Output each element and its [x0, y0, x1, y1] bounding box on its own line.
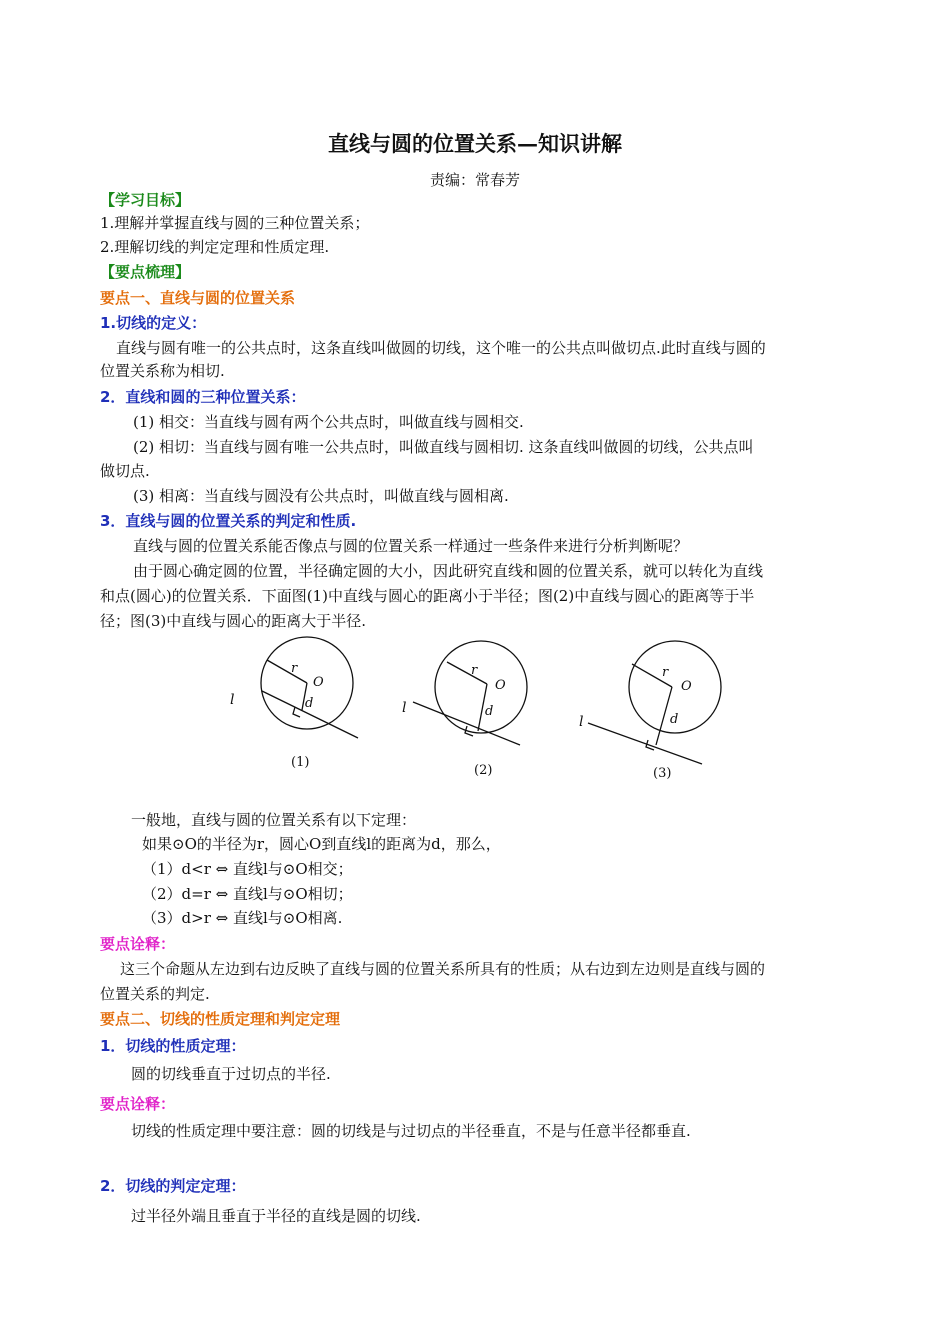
judgement-theorem-text: 过半径外端且垂直于半径的直线是圆的切线. — [131, 1207, 421, 1225]
note-1-text: 这三个命题从左边到右边反映了直线与圆的位置关系所具有的性质；从右边到左边则是直线与圆的 — [120, 960, 766, 978]
caption-3: (3) — [653, 766, 672, 781]
theorem-3: （3）d>r ⇔ 直线l与⊙O相离. — [142, 909, 343, 927]
label-d: d — [305, 696, 314, 711]
goal-2: 2.理解切线的判定定理和性质定理. — [100, 238, 330, 256]
relation-tangent-cont: 做切点. — [100, 462, 150, 480]
theorem-1: （1）d<r ⇔ 直线l与⊙O相交； — [142, 860, 353, 878]
theorem-2: （2）d=r ⇔ 直线l与⊙O相切； — [142, 885, 353, 903]
property-theorem-text: 圆的切线垂直于过切点的半径. — [131, 1065, 331, 1083]
caption-2: (2) — [474, 763, 493, 778]
label-o: O — [313, 675, 324, 690]
label-r: r — [662, 665, 669, 680]
caption-1: (1) — [291, 755, 310, 770]
figure-2-tangent — [402, 641, 527, 778]
tangent-definition-text: 直线与圆有唯一的公共点时，这条直线叫做圆的切线，这个唯一的公共点叫做切点.此时直线与圆的 — [116, 339, 766, 357]
theorem-condition: 如果⊙O的半径为r，圆心O到直线l的距离为d，那么， — [142, 835, 501, 853]
note-2-text: 切线的性质定理中要注意：圆的切线是与过切点的半径垂直，不是与任意半径都垂直. — [131, 1122, 691, 1140]
radius-r — [267, 660, 307, 683]
label-l: l — [402, 700, 407, 716]
label-d: d — [485, 704, 494, 719]
label-o: O — [495, 678, 506, 693]
judgement-title: 3．直线与圆的位置关系的判定和性质. — [100, 512, 357, 530]
line-l — [413, 702, 520, 745]
note-2-title: 要点诠释： — [100, 1095, 176, 1113]
tangent-definition-text-cont: 位置关系称为相切. — [100, 362, 225, 380]
label-l: l — [579, 714, 584, 730]
page-title: 直线与圆的位置关系—知识讲解 — [328, 131, 622, 156]
relation-intersect: (1) 相交：当直线与圆有两个公共点时，叫做直线与圆相交. — [133, 413, 524, 431]
label-d: d — [670, 712, 679, 727]
judgement-text-1: 由于圆心确定圆的位置，半径确定圆的大小，因此研究直线和圆的位置关系，就可以转化为直线 — [133, 562, 764, 580]
point-2-title: 要点二、切线的性质定理和判定定理 — [100, 1010, 341, 1028]
circle-line-figures — [215, 632, 725, 787]
author-line: 责编：常春芳 — [429, 171, 520, 189]
figure-1-intersect — [230, 637, 358, 770]
judgement-question: 直线与圆的位置关系能否像点与圆的位置关系一样通过一些条件来进行分析判断呢？ — [133, 537, 689, 555]
line-l — [588, 723, 702, 764]
label-o: O — [681, 679, 692, 694]
figure-3-separate — [579, 641, 721, 781]
note-1-title: 要点诠释： — [100, 935, 176, 953]
property-theorem-title: 1．切线的性质定理： — [100, 1037, 246, 1055]
judgement-text-3: 径；图(3)中直线与圆心的距离大于半径. — [100, 612, 367, 630]
label-l: l — [230, 692, 235, 708]
tangent-definition-title: 1.切线的定义： — [100, 314, 207, 332]
radius-r — [447, 662, 487, 684]
judgement-text-2: 和点(圆心)的位置关系．下面图(1)中直线与圆心的距离小于半径；图(2)中直线与圆心的距离等于半 — [100, 587, 755, 605]
three-relations-title: 2．直线和圆的三种位置关系： — [100, 388, 306, 406]
point-1-title: 要点一、直线与圆的位置关系 — [100, 289, 296, 307]
judgement-theorem-title: 2．切线的判定定理： — [100, 1177, 246, 1195]
goal-1: 1.理解并掌握直线与圆的三种位置关系； — [100, 214, 370, 232]
label-r: r — [471, 663, 478, 678]
note-1-text-cont: 位置关系的判定. — [100, 985, 210, 1003]
theorem-intro: 一般地，直线与圆的位置关系有以下定理： — [131, 811, 417, 829]
label-r: r — [291, 661, 298, 676]
section-learning-goals: 【学习目标】 — [100, 191, 191, 209]
relation-tangent: (2) 相切：当直线与圆有唯一公共点时，叫做直线与圆相切. 这条直线叫做圆的切线，公共点叫 — [133, 438, 754, 456]
relation-separate: (3) 相离：当直线与圆没有公共点时，叫做直线与圆相离. — [133, 487, 509, 505]
section-key-points: 【要点梳理】 — [100, 263, 191, 281]
